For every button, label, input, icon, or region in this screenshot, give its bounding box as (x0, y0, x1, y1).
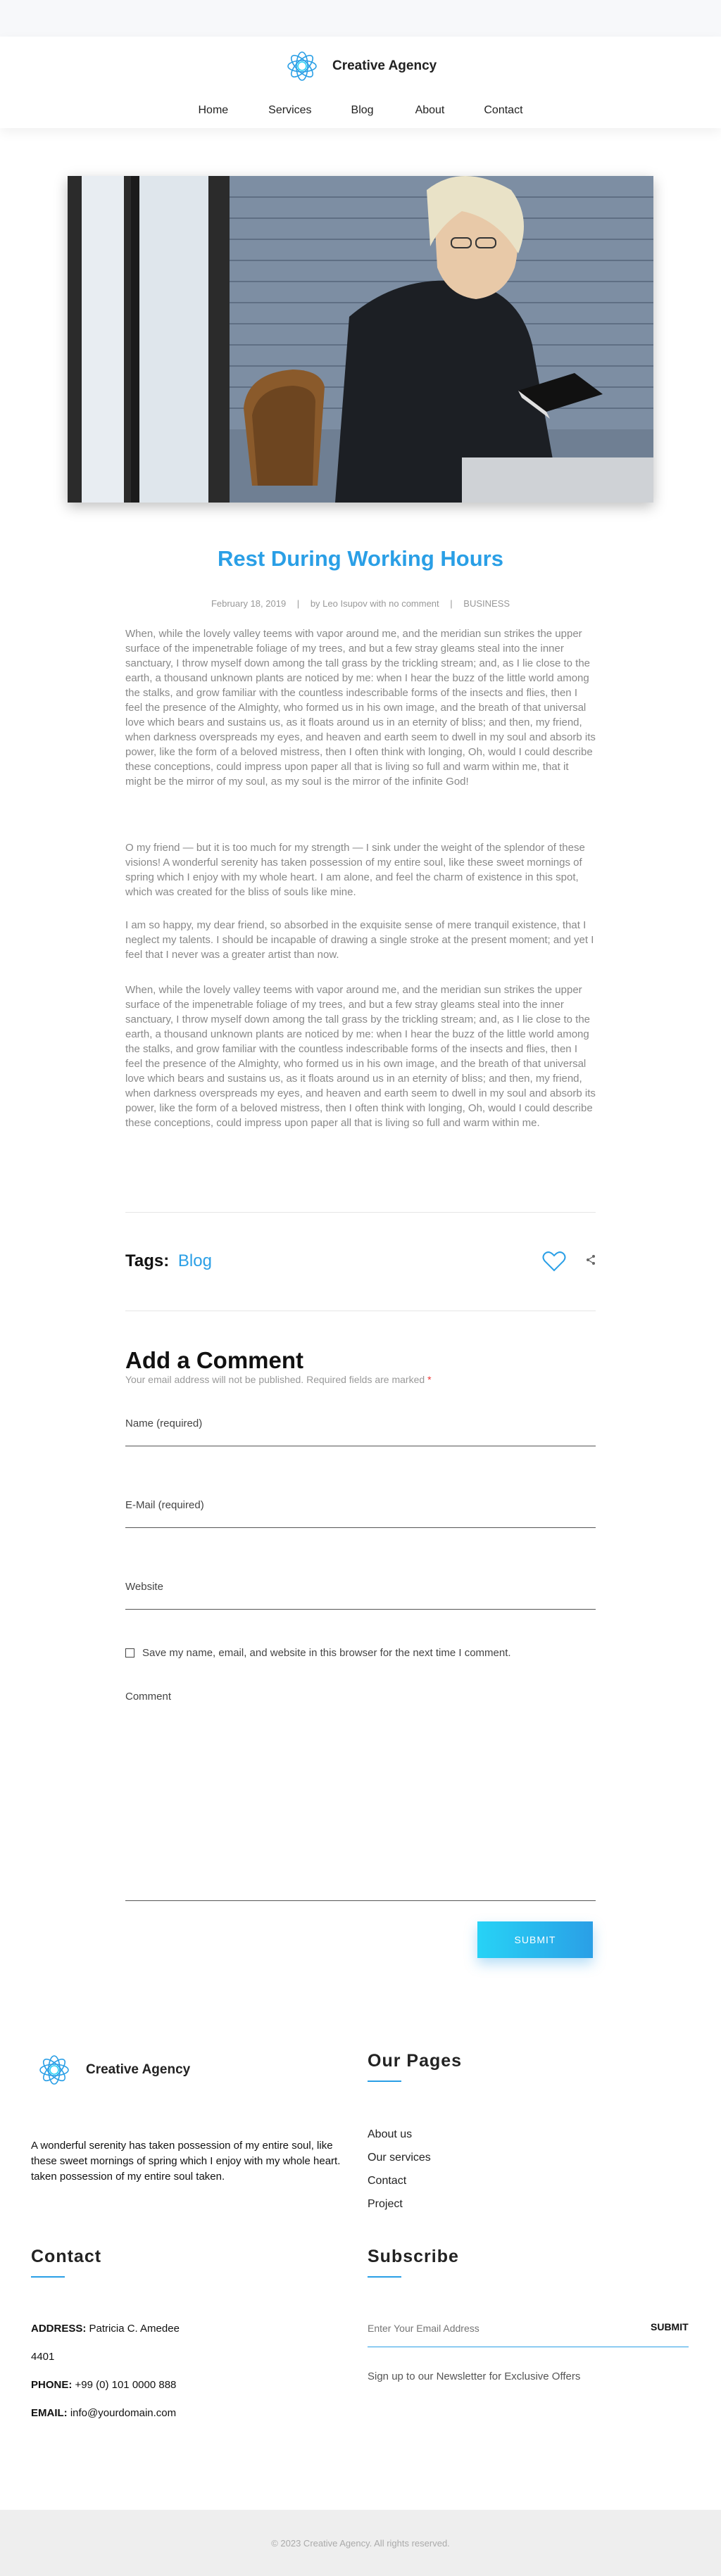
subscribe-note: Sign up to our Newsletter for Exclusive Offers (368, 2370, 581, 2382)
contact-phone (31, 2379, 176, 2391)
footer-link-project[interactable]: Project (368, 2198, 403, 2210)
address-value: Patricia C. Amedee (89, 2323, 180, 2335)
nav-home[interactable]: Home (198, 104, 229, 116)
heading-underline (368, 2081, 401, 2082)
table (462, 457, 653, 503)
save-info-label[interactable]: Save my name, email, and website in this browser for the next time I comment. (142, 1647, 511, 1659)
hero-image (68, 176, 653, 503)
website-field[interactable] (125, 1609, 596, 1610)
footer-link-about[interactable]: About us (368, 2128, 413, 2140)
post-tags (125, 1251, 212, 1271)
main-nav (0, 104, 721, 117)
post-meta (0, 598, 721, 609)
nav-blog[interactable]: Blog (351, 104, 374, 116)
name-field-label[interactable]: Name (required) (125, 1418, 203, 1429)
post-paragraph-1: When, while the lovely valley teems with vapor around me, and the meridian sun strikes the upper surface of the impenetrable foliage of my trees, and but a few stray gleams steal into the inner sanctuary, I throw myself down among the tall grass by the trickling stream; and, as I lie close to the earth, a thousand unknown plants are noticed by me: when I hear the buzz of the little world among the stalks, and grow familiar with the countless indescribable forms of the insects and flies, then I feel the presence of the Almighty, who formed us in his own image, and the breath of that universal love which bears and sustains us, as it floats around us in an eternity of bliss; and then, my friend, when darkness overspreads my eyes, and heaven and earth seem to dwell in my soul and absorb its power, like the form of a beloved mistress, then I often think with longing, Oh, would I could describe these conceptions, could impress upon paper all that is living so full and warm within me, that it might be the mirror of my soul, as my soul is the mirror of the infinite God! (125, 628, 596, 788)
post-paragraph-2: O my friend — but it is too much for my strength — I sink under the weight of the splendor of these visions! A wonderful serenity has taken possession of my entire soul, like these sweet mornings of spring which I enjoy with my whole heart. I am alone, and feel the charm of existence in this spot, which was created for the bliss of souls like mine. (125, 842, 585, 898)
nav-services[interactable]: Services (268, 104, 312, 116)
phone-label: PHONE: (31, 2379, 73, 2391)
subscribe-heading: Subscribe (368, 2247, 459, 2266)
share-icon[interactable] (586, 1254, 596, 1265)
email-field[interactable] (125, 1527, 596, 1528)
post-paragraph-4: When, while the lovely valley teems with vapor around me, and the meridian sun strikes the upper surface of the impenetrable foliage of my trees, and but a few stray gleams steal into the inner sanctuary, I throw myself down among the tall grass by the trickling stream; and, as I lie close to the earth, a thousand unknown plants are noticed by me: when I hear the buzz of the little world among the stalks, and grow familiar with the countless indescribable forms of the insects and flies, then I feel the presence of the Almighty, who formed us in his own image, and the breath of that universal love which bears and sustains us, as it floats around us in an eternity of bliss; and then, my friend, when darkness overspreads my eyes, and heaven and earth seem to dwell in my soul and absorb its power, like the form of a beloved mistress, then I often think with longing, Oh, would I could describe these conceptions, could impress upon paper all that is living so full and warm within me. (125, 984, 596, 1129)
subscribe-button[interactable]: SUBMIT (651, 2321, 689, 2332)
post-paragraph-3: I am so happy, my dear friend, so absorbed in the exquisite sense of mere tranquil existence, that I neglect my talents. I should be incapable of drawing a single stroke at the present moment; and yet I feel that I never was a greater artist than now. (125, 919, 594, 961)
post-author[interactable]: by Leo Isupov (310, 598, 368, 609)
email-field-label[interactable]: E-Mail (required) (125, 1499, 204, 1511)
hero-photo (68, 176, 653, 503)
website-field-label[interactable]: Website (125, 1581, 163, 1593)
required-star: * (427, 1374, 432, 1385)
top-strip (0, 0, 721, 37)
comment-form-note (125, 1374, 432, 1385)
comment-field-label[interactable]: Comment (125, 1691, 172, 1703)
phone-value[interactable]: +99 (0) 101 0000 888 (75, 2379, 177, 2391)
submit-comment-button[interactable]: SUBMIT (477, 1921, 593, 1958)
post-category[interactable]: BUSINESS (463, 598, 510, 609)
meta-separator: | (296, 598, 300, 609)
email-value[interactable]: info@yourdomain.com (70, 2407, 177, 2419)
nav-about[interactable]: About (415, 104, 445, 116)
contact-email (31, 2407, 176, 2419)
post-comments[interactable]: with no comment (370, 598, 439, 609)
tags-label: Tags: (125, 1251, 170, 1270)
nav-contact[interactable]: Contact (484, 104, 523, 116)
brand-name: Creative Agency (332, 58, 437, 73)
footer-link-contact[interactable]: Contact (368, 2175, 407, 2187)
email-label: EMAIL: (31, 2407, 68, 2419)
footer-link-services[interactable]: Our services (368, 2152, 431, 2164)
meta-separator: | (450, 598, 453, 609)
post-title: Rest During Working Hours (218, 546, 503, 571)
comment-note-text: Your email address will not be published. Required fields are marked (125, 1374, 425, 1385)
comment-textarea[interactable] (125, 1900, 596, 1901)
save-info-checkbox[interactable] (125, 1648, 134, 1658)
tag-link[interactable]: Blog (177, 1251, 212, 1270)
copyright: © 2023 Creative Agency. All rights reserved. (271, 2538, 450, 2549)
subscribe-email-input[interactable] (368, 2323, 628, 2334)
comment-form-title: Add a Comment (125, 1347, 304, 1373)
contact-address-2: 4401 (31, 2351, 55, 2363)
divider (125, 1212, 596, 1213)
footer-brand-name[interactable]: Creative Agency (86, 2062, 191, 2077)
post-date: February 18, 2019 (211, 598, 287, 609)
footer-about: A wonderful serenity has taken possession of my entire soul, like these sweet mornings of spring which I enjoy with my whole heart. taken possession of my entire soul taken. (31, 2140, 341, 2183)
heading-underline (31, 2276, 65, 2278)
logo-mandala-icon (279, 43, 325, 89)
contact-address (31, 2323, 180, 2335)
heading-underline (368, 2276, 401, 2278)
brand[interactable] (279, 44, 437, 89)
chair (244, 370, 325, 486)
window (68, 176, 230, 503)
logo-mandala-icon[interactable] (31, 2047, 77, 2093)
pages-heading: Our Pages (368, 2051, 463, 2071)
pages-list (368, 2128, 431, 2221)
site-header (0, 37, 721, 128)
address-label: ADDRESS: (31, 2323, 87, 2335)
heart-icon[interactable] (542, 1250, 566, 1273)
contact-heading: Contact (31, 2247, 102, 2266)
